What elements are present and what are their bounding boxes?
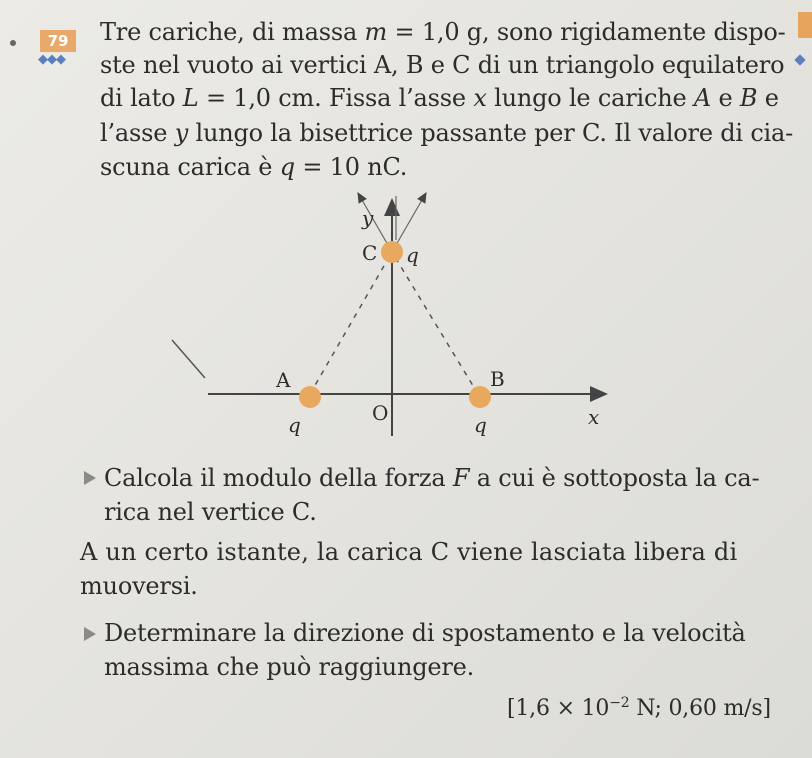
vertex-a-label: A <box>276 368 291 392</box>
charge-c-label: q <box>406 243 419 267</box>
problem-text-line-4: l’asse y lungo la bisettrice passante per C. Il valore di cia- <box>100 119 794 147</box>
problem-text-line-2: ste nel vuoto ai vertici A, B e C di un triangolo equilatero <box>100 51 785 79</box>
charge-a-label: q <box>288 413 301 437</box>
difficulty-rating: ◆◆◆ <box>38 52 65 67</box>
question-1-line-1: Calcola il modulo della forza F a cui è sottoposta la ca- <box>104 464 760 492</box>
statement-line-2: muoversi. <box>80 572 198 600</box>
origin-label: O <box>372 401 389 425</box>
question-1-bullet-icon <box>84 471 96 485</box>
question-2-line-2: massima che può raggiungere. <box>104 653 475 681</box>
question-1-line-2: rica nel vertice C. <box>104 498 317 526</box>
problem-text-line-5: scuna carica è q = 10 nC. <box>100 153 408 181</box>
side-bc-dashed <box>392 252 478 394</box>
question-2-line-1: Determinare la direzione di spostamento e la velocità <box>104 619 746 647</box>
margin-pointer-line <box>172 340 205 378</box>
charge-b-dot <box>469 386 491 408</box>
charge-a-dot <box>299 386 321 408</box>
problem-text-line-3: di lato L = 1,0 cm. Fissa l’asse x lungo le cariche A e B e <box>100 84 779 112</box>
problem-text-line-1: Tre cariche, di massa m = 1,0 g, sono rigidamente dispo- <box>100 18 786 46</box>
charge-c-dot <box>381 241 403 263</box>
question-2-bullet-icon <box>84 627 96 641</box>
problem-number-badge: 79 <box>40 30 76 52</box>
x-axis-label: x <box>588 405 600 429</box>
vertex-c-label: C <box>362 241 378 265</box>
charge-b-label: q <box>474 413 487 437</box>
answer-text: [$1,6 \times 10^{-2}$ N; 0,60 m/s] <box>507 695 771 721</box>
vertex-b-label: B <box>490 367 505 391</box>
statement-line-1: A un certo istante, la carica C viene lasciata libera di <box>80 538 738 566</box>
side-ac-dashed <box>310 252 392 394</box>
y-axis-label: y <box>362 206 374 230</box>
